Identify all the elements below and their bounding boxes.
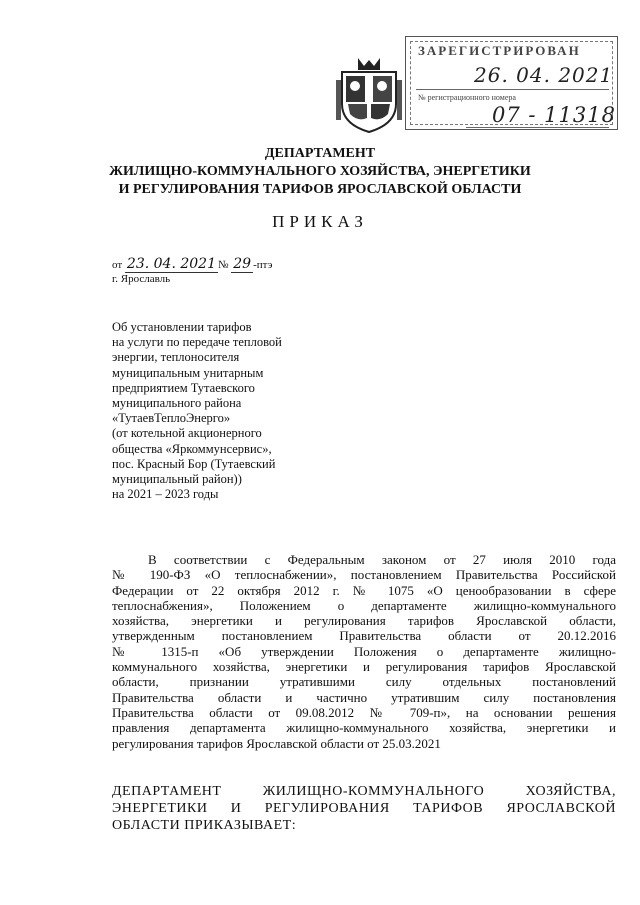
subject-line: общества «Яркоммунсервис», (112, 441, 272, 456)
body-line: Правительства области и частично утратившим силу постановления (112, 689, 616, 705)
order-line: ЭНЕРГЕТИКИ И РЕГУЛИРОВАНИЯ ТАРИФОВ ЯРОСЛАВСКОЙ (112, 801, 616, 816)
preamble-paragraph (112, 552, 616, 751)
stamp-date: 26. 04. 2021 (474, 63, 614, 87)
body-line: хозяйства, энергетики и регулирования тарифов Ярославской области, (112, 613, 616, 629)
subject-line: муниципальный район)) (112, 472, 242, 487)
body-line: теплоснабжения», Положением о департаменте жилищно-коммунального (112, 597, 616, 613)
body-line: области, признании утратившими силу отдельных постановлений (112, 674, 616, 690)
subject-line: муниципальным унитарным (112, 365, 264, 380)
header-line: ДЕПАРТАМЕНТ (264, 146, 376, 161)
document-title: ПРИКАЗ (272, 212, 368, 231)
order-number: 29 (233, 256, 252, 272)
subject-line: (от котельной акционерного (112, 426, 262, 441)
order-subject (112, 320, 342, 502)
body-line: Правительства области от 09.08.2012 № 709-п», на основании решения (112, 704, 616, 720)
stamp-underline (466, 127, 609, 128)
number-suffix: -птэ (253, 259, 273, 271)
stamp-title: ЗАРЕГИСТРИРОВАН (418, 43, 581, 58)
number-sign: № (217, 259, 229, 271)
body-line: регулирования тарифов Ярославской области от 25.03.2021 (112, 735, 441, 751)
header-line: И РЕГУЛИРОВАНИЯ ТАРИФОВ ЯРОСЛАВСКОЙ ОБЛАСТИ (118, 182, 522, 197)
body-line: В соответствии с Федеральным законом от 27 июля 2010 года (148, 552, 616, 567)
subject-line: «ТутаевТеплоЭнерго» (112, 411, 231, 426)
subject-line: пос. Красный Бор (Тутаевский (112, 456, 276, 471)
order-date: 23. 04. 2021 (126, 256, 216, 272)
stamp-caption: № регистрационного номера (418, 93, 516, 102)
subject-line: предприятием Тутаевского (112, 380, 255, 395)
city: г. Ярославль (112, 273, 171, 285)
header-line: ЖИЛИЩНО-КОММУНАЛЬНОГО ХОЗЯЙСТВА, ЭНЕРГЕТИКИ (109, 164, 531, 179)
stamp-divider (416, 89, 609, 90)
subject-line: муниципального района (112, 396, 242, 411)
order-line: ДЕПАРТАМЕНТ ЖИЛИЩНО-КОММУНАЛЬНОГО ХОЗЯЙСТВА, (112, 784, 616, 799)
subject-line: энергии, теплоносителя (112, 350, 240, 365)
subject-line: на 2021 – 2023 годы (112, 487, 219, 502)
body-line: № 1315-п «Об утверждении Положения о департаменте жилищно- (112, 643, 616, 659)
body-line: № 190-ФЗ «О теплоснабжении», постановлением Правительства Российской (112, 567, 616, 583)
department-header (60, 145, 580, 199)
body-line: Федерации от 22 октября 2012 г. № 1075 «О ценообразовании в сфере (112, 582, 616, 598)
stamp-registration-number: 07 - 11318 (492, 103, 616, 127)
order-line: ОБЛАСТИ ПРИКАЗЫВАЕТ: (112, 818, 297, 833)
body-line: утвержденным постановлением Правительства области от 20.12.2016 (112, 628, 616, 644)
order-statement (112, 783, 616, 834)
date-prefix: от (112, 259, 123, 271)
coat-of-arms-emblem (334, 56, 404, 134)
registration-stamp (405, 36, 618, 130)
body-line: правления департамента жилищно-коммунального хозяйства, энергетики и (112, 720, 616, 736)
order-date-line (112, 256, 272, 272)
body-line: коммунального хозяйства, энергетики и регулирования тарифов Ярославской (112, 659, 616, 675)
subject-line: на услуги по передаче тепловой (112, 335, 282, 350)
subject-line: Об установлении тарифов (112, 320, 252, 334)
